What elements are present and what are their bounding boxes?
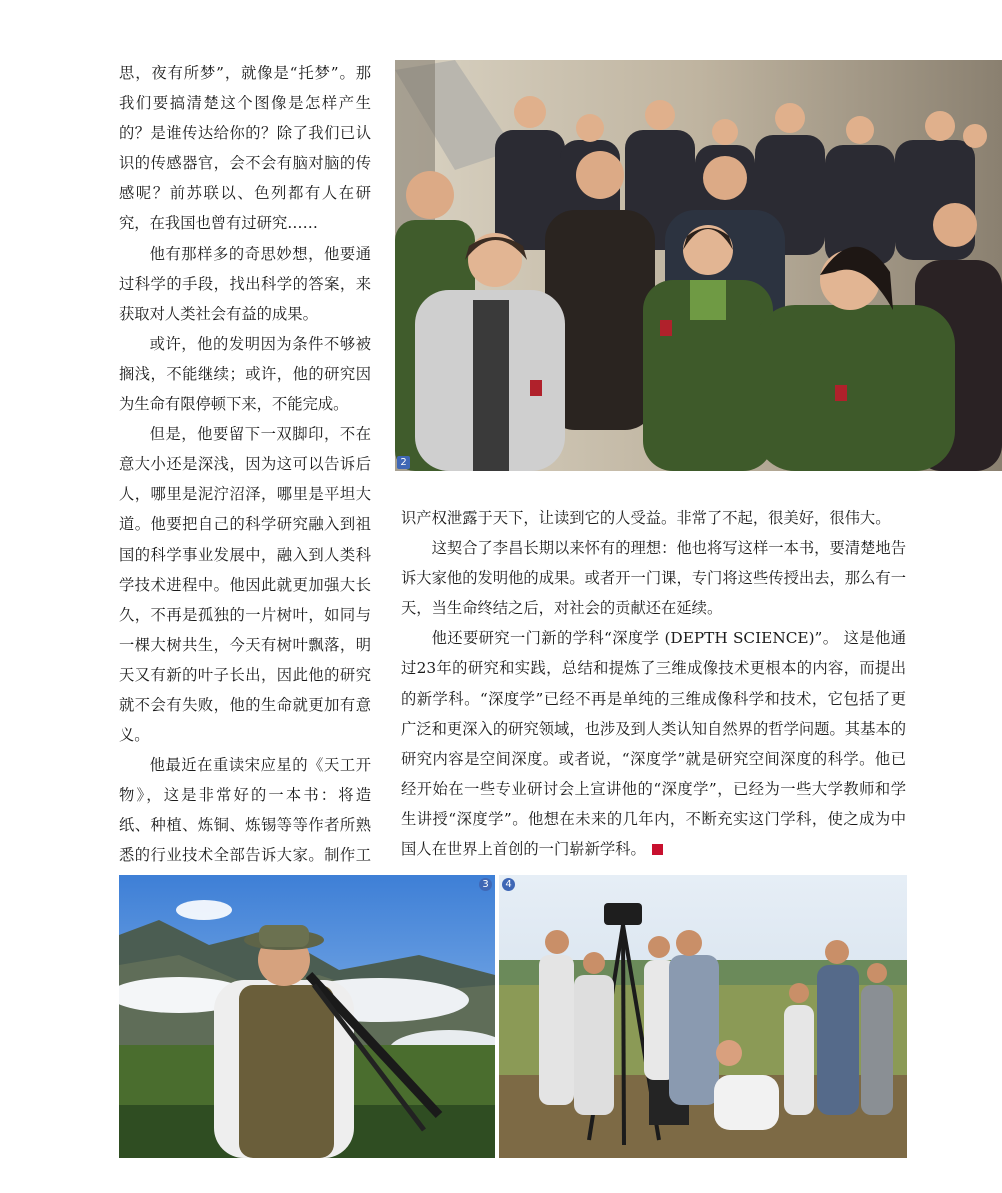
- paragraph: 这契合了李昌长期以来怀有的理想：他也将写这样一本书，要清楚地告诉大家他的发明他的成果。或者开一门课，专门将这些传授出去，那么有一天，当生命终结之后，对社会的贡献还在延续。: [401, 539, 906, 618]
- paragraph-text: 他还要研究一门新的学科“深度学 (DEPTH SCIENCE)”。 这是他通过23年的研究和实践，总结和提炼了三维成像技术更根本的内容，而提出的新学科。“深度学”已经不再是单纯的三维成像科学和技术，它包括了更广泛和更深入的研究领域，也涉及到人类认知自然界的哲学问题。其基本的研究内容是空间深度。或者说，“深度学”就是研究空间深度的科学。他已经开始在一些专业研讨会上宣讲他的“深度学”，已经为一些大学教师和学生讲授“深度学”。他想在未来的几年内，不断充实这门学科，使之成为中国人在世界上首创的一门崭新学科。: [401, 629, 906, 859]
- group-photo: [395, 60, 1002, 471]
- left-text-column: [119, 58, 371, 901]
- paragraph: 但是，他要留下一双脚印，不在意大小还是深浅，因为这可以告诉后人，哪里是泥泞沼泽，哪里是平坦大道。他要把自己的科学研究融入到祖国的科学事业发展中，融入到人类科学技术进程中。他因此就更加强大长久，不再是孤独的一片树叶，如同与一棵大树共生，今天有树叶飘落，明天又有新的叶子长出，因此他的研究就不会有失败，他的生命就更加有意义。: [119, 425, 371, 745]
- paragraph: 他有那样多的奇思妙想，他要通过科学的手段，找出科学的答案，来获取对人类社会有益的成果。: [119, 244, 371, 323]
- photo-number-badge: 3: [479, 878, 492, 891]
- photo-number-badge: 2: [397, 456, 410, 469]
- right-text-column: [401, 503, 906, 864]
- paragraph: [401, 623, 906, 864]
- end-mark-icon: [652, 844, 663, 855]
- photographer-mountain-photo: [119, 875, 495, 1158]
- photo-number-badge: 4: [502, 878, 515, 891]
- paragraph: 或许，他的发明因为条件不够被搁浅，不能继续；或许，他的研究因为生命有限停顿下来，不能完成。: [119, 334, 371, 414]
- paragraph: 他最近在重读宋应星的《天工开物》，这是非常好的一本书：将造纸、种植、炼铜、炼锡等等作者所熟悉的行业技术全部告诉大家。制作工: [119, 756, 371, 865]
- paragraph: 思，夜有所梦”，就像是“托梦”。那我们要搞清楚这个图像是怎样产生的？是谁传达给你的？除了我们已认识的传感器官，会不会有脑对脑的传感呢？前苏联以、色列都有人在研究，在我国也曾有过研究……: [119, 64, 371, 233]
- paragraph: 识产权泄露于天下，让读到它的人受益。非常了不起，很美好，很伟大。: [401, 509, 891, 527]
- field-camera-crew-photo: [499, 875, 907, 1158]
